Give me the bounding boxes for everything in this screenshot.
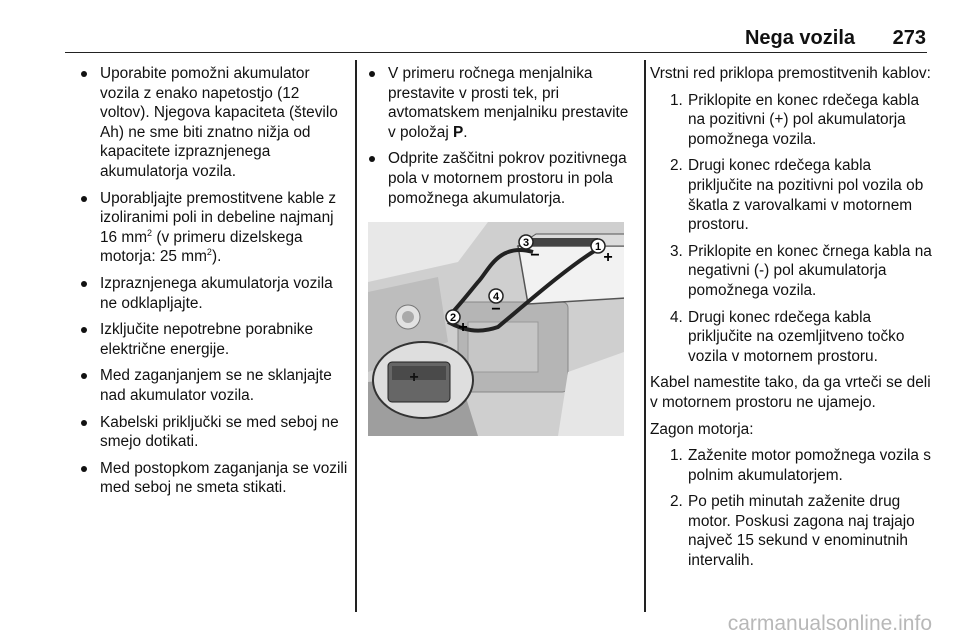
column-divider xyxy=(644,60,646,612)
note-text: Kabel namestite tako, da ga vrteči se deli v motornem prostoru ne ujamejo. xyxy=(650,374,931,411)
jump-start-illustration xyxy=(368,222,624,436)
start-title: Zagon motorja: xyxy=(650,420,754,438)
bullet-item: Uporabljajte premostitvene kable z izoliranimi poli in debeline najmanj 16 $mm^2$ (v primeru dizelskega motorja: 25 $mm^2$). xyxy=(76,189,348,267)
callout-label: 4 xyxy=(492,291,500,303)
step-item: 1. Priklopite en konec rdečega kabla na pozitivni (+) pol akumulatorja pomožnega vozila. xyxy=(670,91,920,148)
bullet-item: Izpraznjenega akumulatorja vozila ne odklapljajte. xyxy=(76,274,348,313)
column-left xyxy=(76,64,348,505)
start-steps xyxy=(650,446,935,571)
bullet-item: Izključite nepotrebne porabnike električne energije. xyxy=(76,320,348,359)
bullet-item: Kabelski priključki se med seboj ne smejo dotikati. xyxy=(76,413,348,452)
plus-symbol: + xyxy=(458,319,468,336)
callout-label: 1 xyxy=(594,241,602,253)
plus-symbol: + xyxy=(603,249,613,266)
step-item: 4. Drugi konec rdečega kabla priključite na ozemljitveno točko vozila v motornem prostoru. xyxy=(670,308,905,365)
bullet-item: Med postopkom zaganjanja se vozili med seboj ne smeta stikati. xyxy=(76,459,348,498)
plus-symbol: + xyxy=(409,369,419,386)
step-item: 3. Priklopite en konec črnega kabla na negativni (-) pol akumulatorja pomožnega vozila. xyxy=(670,242,932,299)
callout-label: 2 xyxy=(449,312,457,324)
watermark: carmanualsonline.info xyxy=(727,612,932,635)
connection-steps xyxy=(650,91,935,367)
page-number: 273 xyxy=(892,27,926,49)
step-item: 1. Zaženite motor pomožnega vozila s polnim akumulatorjem. xyxy=(670,447,931,484)
minus-symbol: − xyxy=(491,301,501,318)
intro-text: Vrstni red priklopa premostitvenih kablov: xyxy=(650,65,931,82)
step-item: 2. Drugi konec rdečega kabla priključite na pozitivni pol vozila ob škatla z varovalkami v motornem prostoru. xyxy=(670,157,924,234)
page-title: Nega vozila xyxy=(744,27,855,49)
step-item: 2. Po petih minutah zaženite drug motor. Poskusi zagona naj trajajo največ 15 sekund v enominutnih intervalih. xyxy=(670,493,915,570)
bullet-item: Med zaganjanjem se ne sklanjajte nad akumulator vozila. xyxy=(76,366,348,405)
bullet-item: Odprite zaščitni pokrov pozitivnega pola v motornem prostoru in pola pomožnega akumulatorja. xyxy=(364,149,634,208)
column-middle xyxy=(364,64,634,215)
page-header xyxy=(65,0,927,53)
bullet-item: Uporabite pomožni akumulator vozila z enako napetostjo (12 voltov). Njegova kapaciteta (število Ah) ne sme biti znatno nižja od kapacitete izpraznjenega akumulatorja vozila. xyxy=(76,64,348,182)
bullet-item: V primeru ročnega menjalnika prestavite v prosti tek, pri avtomatskem menjalniku prestavite v položaj P. xyxy=(364,64,634,142)
column-divider xyxy=(355,60,357,612)
minus-symbol: − xyxy=(530,247,540,264)
column-right xyxy=(650,64,935,578)
callout-label: 3 xyxy=(522,237,530,249)
